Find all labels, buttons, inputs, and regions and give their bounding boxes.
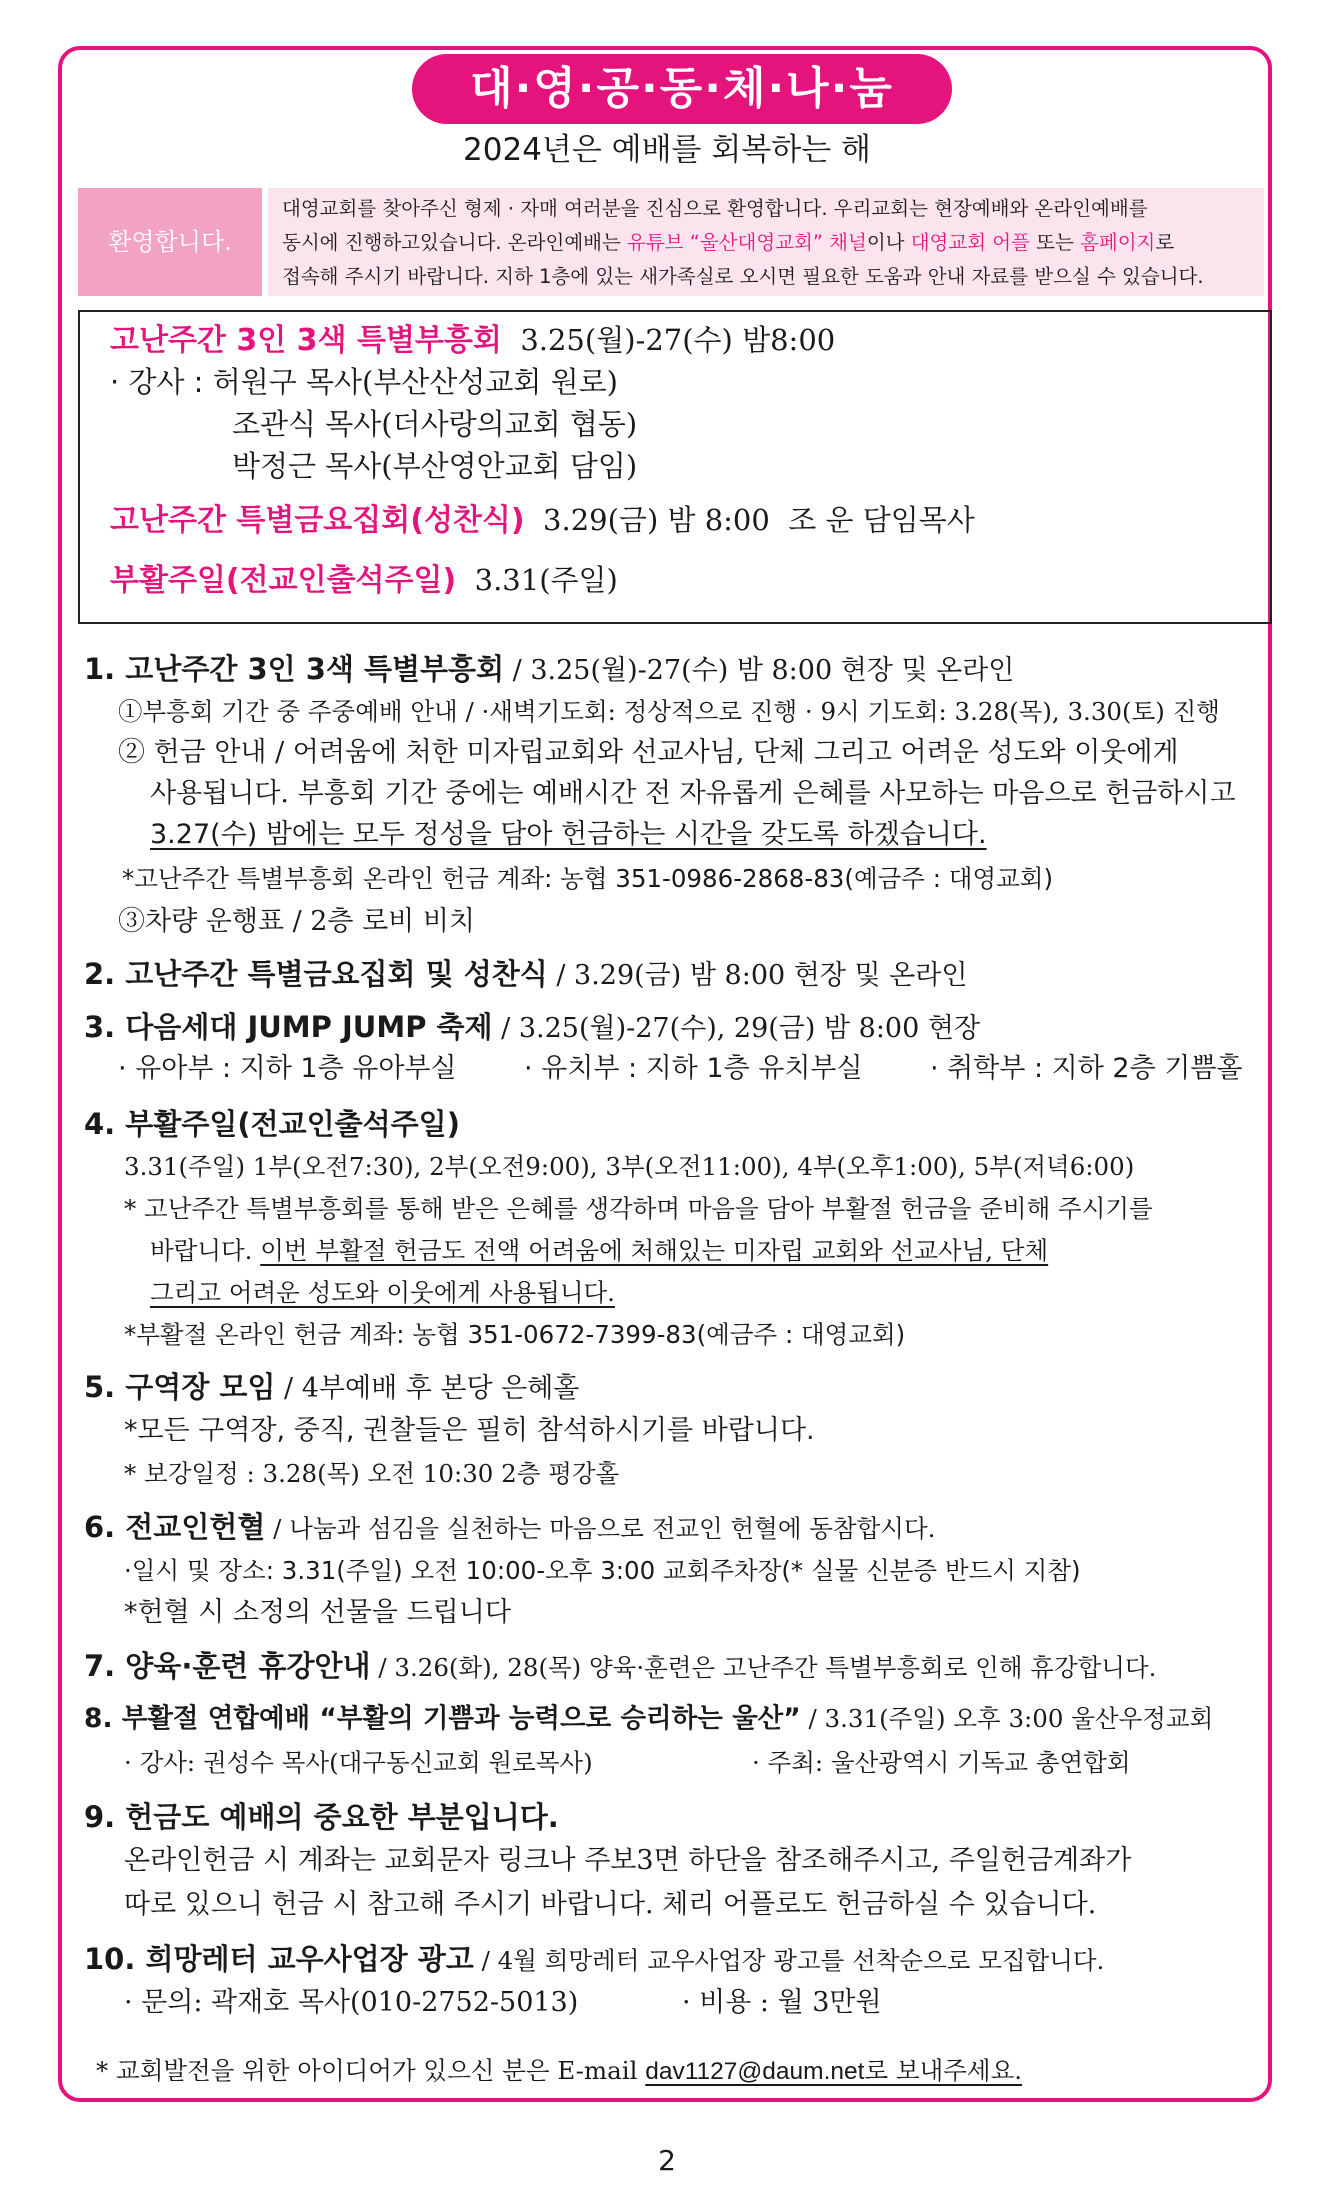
speaker-row-3: 박정근 목사(부산영안교회 담임) — [232, 449, 638, 483]
item-detail: / 3.31(주일) 오후 3:00 울산우정교회 — [800, 1704, 1214, 1733]
event-title: 부활주일(전교인출석주일) — [110, 563, 457, 598]
event-easter — [110, 560, 618, 601]
item-1-heading — [84, 650, 1014, 690]
item-detail: / 3.26(화), 28(목) 양육·훈련은 고난주간 특별부흥회로 인해 휴강합니다. — [370, 1653, 1157, 1682]
item-detail: / 나눔과 섬김을 실천하는 마음으로 전교인 헌혈에 동참합시다. — [265, 1514, 936, 1543]
youtube-channel-link[interactable]: 유튜브 “울산대영교회” 채널 — [627, 231, 867, 254]
welcome-text — [268, 188, 1264, 296]
item-10-contact: · 문의: 곽재호 목사(010-2752-5013) — [124, 1987, 579, 2018]
item-detail: / 3.25(월)-27(수), 29(금) 밤 8:00 현장 — [492, 1013, 981, 1044]
item-3-dept: · 유치부 : 지하 1층 유치부실 — [524, 1053, 863, 1084]
email-link[interactable]: dav1127@daum.net — [645, 2058, 865, 2085]
item-6-line: *헌혈 시 소정의 선물을 드립니다 — [124, 1597, 511, 1628]
speaker-label: · 강사 : — [110, 365, 204, 399]
event-title: 고난주간 특별금요집회(성찬식) — [110, 503, 525, 538]
item-title: 1. 고난주간 3인 3색 특별부흥회 — [84, 652, 505, 686]
welcome-line-3: 접속해 주시기 바랍니다. 지하 1층에 있는 새가족실로 오시면 필요한 도움과 안내 자료를 받으실 수 있습니다. — [282, 265, 1204, 288]
event-date: 3.31(주일) — [474, 563, 618, 597]
item-5-line: * 보강일정 : 3.28(목) 오전 10:30 2층 평강홀 — [124, 1459, 620, 1488]
footer-text: * 교회발전을 위한 아이디어가 있으신 분은 E-mail — [96, 2056, 646, 2085]
welcome-line-1: 대영교회를 찾아주신 형제 · 자매 여러분을 진심으로 환영합니다. 우리교회는 현장예배와 온라인예배를 — [282, 197, 1148, 220]
item-4-line: * 고난주간 특별부흥회를 통해 받은 은혜를 생각하며 마음을 담아 부활절 헌금을 준비해 주시기를 — [124, 1194, 1153, 1223]
item-9-line — [124, 1886, 1096, 1924]
item-2-heading — [84, 955, 967, 995]
welcome-text-part: 또는 — [1029, 231, 1081, 254]
item-6-line: ·일시 및 장소: 3.31(주일) 오전 10:00-오후 3:00 교회주차장(* 실물 신분증 반드시 지참) — [124, 1556, 1081, 1585]
item-8-heading — [84, 1700, 1213, 1738]
welcome-text-part: 이나 — [866, 231, 911, 254]
item-title: 5. 구역장 모임 — [84, 1370, 276, 1404]
item-3-dept: · 취학부 : 지하 2층 기쁨홀 — [930, 1053, 1243, 1084]
item-4-line — [150, 1232, 1048, 1270]
event-date: 3.25(월)-27(수) 밤8:00 — [520, 323, 836, 357]
welcome-section — [78, 188, 1264, 296]
event-host: 조 운 담임목사 — [788, 503, 975, 537]
item-10-heading — [84, 1940, 1104, 1980]
item-1-line: ①부흥회 기간 중 주중예배 안내 / ·새벽기도회: 정상적으로 진행 · 9시 기도회: 3.28(목), 3.30(토) 진행 — [118, 697, 1220, 726]
page-subtitle: 2024년은 예배를 회복하는 해 — [463, 132, 871, 168]
item-detail: / 4부예배 후 본당 은혜홀 — [275, 1373, 580, 1404]
item-6-heading — [84, 1508, 935, 1548]
item-4-line: 그리고 어려운 성도와 이웃에게 사용됩니다. — [150, 1278, 615, 1307]
speaker-row-2: 조관식 목사(더사랑의교회 협동) — [232, 407, 638, 441]
item-1-line: 사용됩니다. 부흥회 기간 중에는 예배시간 전 자유롭게 은혜를 사모하는 마음으로 헌금하시고 — [150, 778, 1236, 809]
event-date: 3.29(금) 밤 8:00 — [543, 503, 770, 537]
item-4-account: *부활절 온라인 헌금 계좌: 농협 351-0672-7399-83(예금주 : 대영교회) — [124, 1320, 906, 1349]
item-text: 따로 있으니 헌금 시 참고해 주시기 바랍니다. — [124, 1889, 663, 1920]
welcome-text-part: 동시에 진행하고있습니다. 온라인예배는 — [282, 231, 628, 254]
welcome-text-part: 로 — [1155, 231, 1175, 254]
footer-text: 로 보내주세요. — [864, 2056, 1023, 2085]
page-number: 2 — [658, 2144, 676, 2177]
item-10-cost: · 비용 : 월 3만원 — [682, 1987, 882, 2018]
page-title: 대·영·공·동·체·나·눔 — [412, 54, 952, 124]
item-5-heading — [84, 1368, 579, 1408]
item-3-dept: · 유아부 : 지하 1층 유아부실 — [118, 1053, 457, 1084]
speaker-row-1 — [110, 362, 618, 402]
item-1-line: 3.27(수) 밤에는 모두 정성을 담아 헌금하는 시간을 갖도록 하겠습니다. — [150, 819, 987, 850]
welcome-line-2 — [282, 226, 1250, 260]
event-title: 고난주간 3인 3색 특별부흥회 — [110, 323, 502, 358]
item-title: 2. 고난주간 특별금요집회 및 성찬식 — [84, 957, 548, 991]
item-title: 3. 다음세대 JUMP JUMP 축제 — [84, 1010, 493, 1044]
item-text: 체리 어플로도 헌금하실 수 있습니다. — [662, 1889, 1097, 1920]
item-9-line: 온라인헌금 시 계좌는 교회문자 링크나 주보3면 하단을 참조해주시고, 주일헌금계좌가 — [124, 1845, 1132, 1876]
homepage-link[interactable]: 홈페이지 — [1080, 231, 1156, 254]
item-1-line: ② 헌금 안내 / 어려움에 처한 미자립교회와 선교사님, 단체 그리고 어려운 성도와 이웃에게 — [118, 737, 1179, 768]
item-title: 7. 양육·훈련 휴강안내 — [84, 1649, 371, 1683]
item-text-underlined: 이번 부활절 헌금도 전액 어려움에 처해있는 미자립 교회와 선교사님, 단체 — [260, 1236, 1049, 1265]
item-9-heading: 9. 헌금도 예배의 중요한 부분입니다. — [84, 1800, 559, 1834]
item-detail: / 3.25(월)-27(수) 밤 8:00 현장 및 온라인 — [504, 655, 1015, 686]
speaker-name: 허원구 목사(부산산성교회 원로) — [212, 365, 618, 399]
item-detail: / 3.29(금) 밤 8:00 현장 및 온라인 — [547, 960, 968, 991]
item-title: 8. 부활절 연합예배 “부활의 기쁨과 능력으로 승리하는 울산” — [84, 1703, 801, 1734]
item-1-line: ③차량 운행표 / 2층 로비 비치 — [118, 906, 476, 937]
item-4-heading: 4. 부활주일(전교인출석주일) — [84, 1107, 460, 1141]
app-link[interactable]: 대영교회 어플 — [910, 231, 1030, 254]
item-1-account: *고난주간 특별부흥회 온라인 헌금 계좌: 농협 351-0986-2868-83(예금주 : 대영교회) — [122, 864, 1054, 893]
item-detail: / 4월 희망레터 교우사업장 광고를 선착순으로 모집합니다. — [473, 1946, 1105, 1975]
event-summary-box — [78, 310, 1272, 624]
footer-note — [96, 2052, 1022, 2091]
item-8-speaker: · 강사: 권성수 목사(대구동신교회 원로목사) — [124, 1748, 593, 1777]
item-7-heading — [84, 1647, 1156, 1687]
event-revival — [110, 320, 835, 361]
item-title: 10. 희망레터 교우사업장 광고 — [84, 1942, 474, 1976]
event-friday — [110, 500, 975, 541]
item-4-schedule: 3.31(주일) 1부(오전7:30), 2부(오전9:00), 3부(오전11:00), 4부(오후1:00), 5부(저녁6:00) — [124, 1152, 1135, 1181]
welcome-tag: 환영합니다. — [78, 188, 262, 296]
item-3-heading — [84, 1008, 980, 1048]
item-5-line: *모든 구역장, 중직, 권찰들은 필히 참석하시기를 바랍니다. — [124, 1415, 815, 1446]
item-title: 6. 전교인헌혈 — [84, 1510, 266, 1544]
item-8-host: · 주최: 울산광역시 기독교 총연합회 — [752, 1748, 1131, 1777]
item-text: 바랍니다. — [150, 1236, 261, 1265]
